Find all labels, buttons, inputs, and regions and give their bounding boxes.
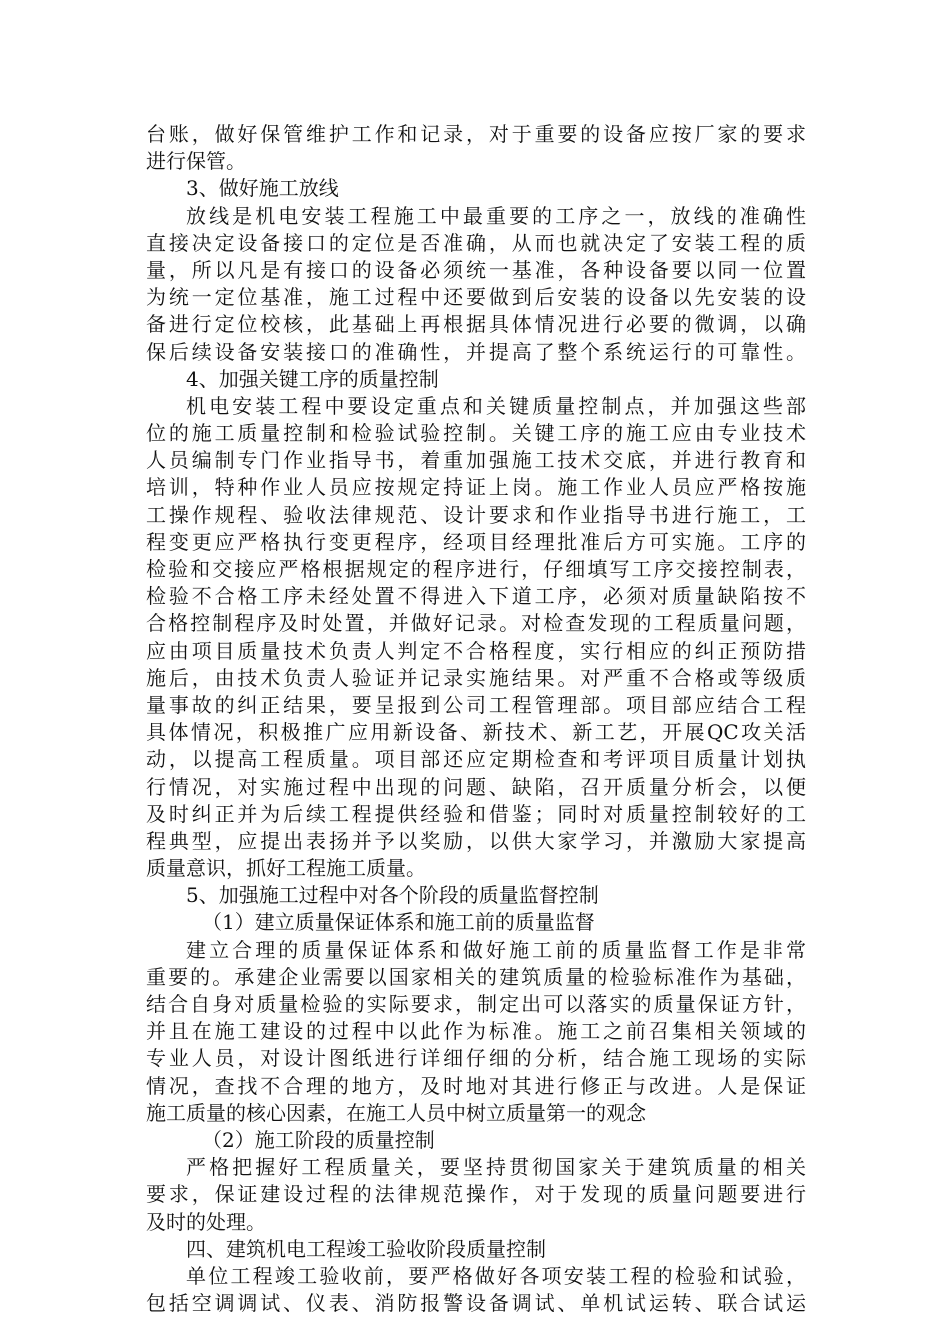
text-line: 4、加强关键工序的质量控制 bbox=[186, 366, 439, 391]
text-line: 量，所以凡是有接口的设备必须统一基准，各种设备要以同一位置 bbox=[146, 257, 806, 282]
text-line: 动，以提高工程质量。项目部还应定期检查和考评项目质量计划执 bbox=[146, 747, 806, 772]
text-line: （2）施工阶段的质量控制 bbox=[202, 1127, 435, 1152]
text-line: 程变更应严格执行变更程序，经项目经理批准后方可实施。工序的 bbox=[146, 529, 806, 554]
text-line: 及时的处理。 bbox=[146, 1209, 266, 1234]
text-line: 及时纠正并为后续工程提供经验和借鉴；同时对质量控制较好的工 bbox=[146, 801, 806, 826]
text-line: 严格把握好工程质量关，要坚持贯彻国家关于建筑质量的相关 bbox=[186, 1155, 806, 1180]
text-line: 施工质量的核心因素，在施工人员中树立质量第一的观念 bbox=[146, 1100, 646, 1125]
text-line: 为统一定位基准，施工过程中还要做到后安装的设备以先安装的设 bbox=[146, 285, 806, 310]
text-line: 结合自身对质量检验的实际要求，制定出可以落实的质量保证方针， bbox=[146, 992, 806, 1016]
text-line: 应由项目质量技术负责人判定不合格程度，实行相应的纠正预防措 bbox=[146, 638, 806, 663]
text-line: 人员编制专门作业指导书，着重加强施工技术交底，并进行教育和 bbox=[146, 448, 806, 473]
text-line: 行情况，对实施过程中出现的问题、缺陷，召开质量分析会，以便 bbox=[146, 774, 806, 799]
text-line: 情况，查找不合理的地方，及时地对其进行修正与改进。人是保证 bbox=[146, 1073, 806, 1098]
document-body bbox=[146, 121, 806, 1317]
text-line: 专业人员，对设计图纸进行详细仔细的分析，结合施工现场的实际 bbox=[146, 1046, 806, 1071]
text-line: 5、加强施工过程中对各个阶段的质量监督控制 bbox=[186, 883, 599, 908]
text-line: 工操作规程、验收法律规范、设计要求和作业指导书进行施工，工 bbox=[146, 502, 806, 527]
text-line: 直接决定设备接口的定位是否准确，从而也就决定了安装工程的质 bbox=[146, 230, 806, 255]
text-line: 位的施工质量控制和检验试验控制。关键工序的施工应由专业技术 bbox=[146, 421, 806, 446]
text-line: 放线是机电安装工程施工中最重要的工序之一，放线的准确性 bbox=[186, 203, 806, 228]
text-line: 重要的。承建企业需要以国家相关的建筑质量的检验标准作为基础， bbox=[146, 964, 806, 989]
text-line: 具体情况，积极推广应用新设备、新技术、新工艺，开展QC攻关活 bbox=[146, 720, 806, 745]
text-line: 3、做好施工放线 bbox=[186, 176, 339, 201]
text-line: 备进行定位校核，此基础上再根据具体情况进行必要的微调，以确 bbox=[146, 312, 806, 337]
text-line: 检验和交接应严格根据规定的程序进行，仔细填写工序交接控制表， bbox=[146, 557, 806, 581]
text-line: 要求，保证建设过程的法律规范操作，对于发现的质量问题要进行 bbox=[146, 1182, 806, 1207]
text-line: 机电安装工程中要设定重点和关键质量控制点，并加强这些部 bbox=[186, 393, 806, 418]
text-line: 程典型，应提出表扬并予以奖励，以供大家学习，并激励大家提高 bbox=[146, 828, 806, 853]
text-line: 建立合理的质量保证体系和做好施工前的质量监督工作是非常 bbox=[186, 937, 806, 962]
text-line: 包括空调调试、仪表、消防报警设备调试、单机试运转、联合试运 bbox=[146, 1291, 806, 1316]
text-line: 培训，特种作业人员应按规定持证上岗。施工作业人员应严格按施 bbox=[146, 475, 806, 500]
text-line: 质量意识，抓好工程施工质量。 bbox=[146, 856, 426, 881]
text-line: 检验不合格工序未经处置不得进入下道工序，必须对质量缺陷按不 bbox=[146, 584, 806, 609]
text-line: 单位工程竣工验收前，要严格做好各项安装工程的检验和试验， bbox=[186, 1263, 806, 1288]
text-line: （1）建立质量保证体系和施工前的质量监督 bbox=[202, 910, 595, 935]
text-line: 台账，做好保管维护工作和记录，对于重要的设备应按厂家的要求 bbox=[146, 122, 806, 146]
text-line: 保后续设备安装接口的准确性，并提高了整个系统运行的可靠性。 bbox=[146, 339, 806, 364]
text-line: 并且在施工建设的过程中以此作为标准。施工之前召集相关领域的 bbox=[146, 1019, 806, 1044]
text-line: 量事故的纠正结果，要呈报到公司工程管理部。项目部应结合工程 bbox=[146, 692, 806, 717]
text-line: 进行保管。 bbox=[146, 149, 246, 174]
text-line: 施后，由技术负责人验证并记录实施结果。对严重不合格或等级质 bbox=[146, 665, 806, 690]
text-line: 合格控制程序及时处置，并做好记录。对检查发现的工程质量问题， bbox=[146, 611, 806, 636]
text-line: 四、建筑机电工程竣工验收阶段质量控制 bbox=[186, 1236, 546, 1261]
